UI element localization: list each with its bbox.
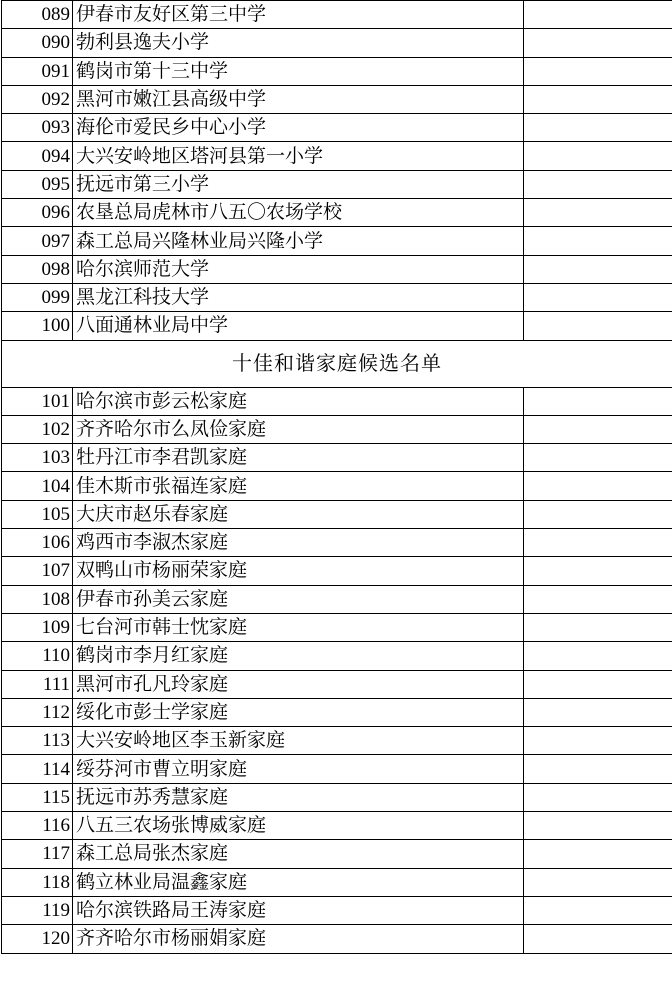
table-row <box>2 199 672 227</box>
row-empty-cell <box>524 727 672 755</box>
row-empty-cell <box>524 585 672 613</box>
row-empty-cell <box>524 698 672 726</box>
table-row <box>2 114 672 142</box>
row-empty-cell <box>524 670 672 698</box>
row-empty-cell <box>524 755 672 783</box>
row-name: 抚远市苏秀慧家庭 <box>73 783 524 811</box>
table-row <box>2 783 672 811</box>
row-name: 鹤岗市第十三中学 <box>73 57 524 85</box>
row-empty-cell <box>524 868 672 896</box>
row-empty-cell <box>524 415 672 443</box>
table-row <box>2 812 672 840</box>
table-row <box>2 283 672 311</box>
table-row <box>2 642 672 670</box>
row-name: 七台河市韩士忱家庭 <box>73 613 524 641</box>
row-name: 哈尔滨铁路局王涛家庭 <box>73 896 524 924</box>
table-row <box>2 840 672 868</box>
table-row <box>2 29 672 57</box>
table-row <box>2 585 672 613</box>
row-number: 094 <box>2 142 73 170</box>
row-name: 森工总局张杰家庭 <box>73 840 524 868</box>
row-number: 095 <box>2 170 73 198</box>
row-name: 大兴安岭地区李玉新家庭 <box>73 727 524 755</box>
row-name: 鸡西市李淑杰家庭 <box>73 529 524 557</box>
row-name: 哈尔滨市彭云松家庭 <box>73 387 524 415</box>
table-row <box>2 227 672 255</box>
section-heading-row <box>2 340 672 387</box>
row-empty-cell <box>524 255 672 283</box>
row-name: 齐齐哈尔市杨丽娟家庭 <box>73 925 524 953</box>
row-name: 八五三农场张博威家庭 <box>73 812 524 840</box>
row-name: 森工总局兴隆林业局兴隆小学 <box>73 227 524 255</box>
table-row <box>2 868 672 896</box>
row-empty-cell <box>524 57 672 85</box>
row-empty-cell <box>524 613 672 641</box>
row-number: 111 <box>2 670 73 698</box>
row-name: 黑龙江科技大学 <box>73 283 524 311</box>
row-name: 伊春市友好区第三中学 <box>73 1 524 29</box>
row-empty-cell <box>524 387 672 415</box>
table-row <box>2 472 672 500</box>
row-number: 120 <box>2 925 73 953</box>
row-number: 099 <box>2 283 73 311</box>
row-name: 牡丹江市李君凯家庭 <box>73 444 524 472</box>
row-number: 091 <box>2 57 73 85</box>
row-number: 090 <box>2 29 73 57</box>
row-empty-cell <box>524 1 672 29</box>
row-empty-cell <box>524 840 672 868</box>
row-number: 102 <box>2 415 73 443</box>
row-number: 104 <box>2 472 73 500</box>
row-name: 黑河市嫩江县高级中学 <box>73 85 524 113</box>
row-name: 八面通林业局中学 <box>73 312 524 340</box>
row-name: 伊春市孙美云家庭 <box>73 585 524 613</box>
row-number: 093 <box>2 114 73 142</box>
section-heading: 十佳和谐家庭候选名单 <box>2 340 672 387</box>
row-empty-cell <box>524 170 672 198</box>
row-number: 100 <box>2 312 73 340</box>
table-row <box>2 255 672 283</box>
row-name: 黑河市孔凡玲家庭 <box>73 670 524 698</box>
table-row <box>2 85 672 113</box>
row-empty-cell <box>524 199 672 227</box>
table-row <box>2 312 672 340</box>
row-name: 绥化市彭士学家庭 <box>73 698 524 726</box>
row-empty-cell <box>524 557 672 585</box>
row-empty-cell <box>524 472 672 500</box>
row-number: 106 <box>2 529 73 557</box>
row-empty-cell <box>524 529 672 557</box>
row-number: 097 <box>2 227 73 255</box>
row-number: 101 <box>2 387 73 415</box>
row-empty-cell <box>524 227 672 255</box>
row-empty-cell <box>524 896 672 924</box>
row-name: 勃利县逸夫小学 <box>73 29 524 57</box>
row-number: 103 <box>2 444 73 472</box>
row-name: 哈尔滨师范大学 <box>73 255 524 283</box>
row-number: 117 <box>2 840 73 868</box>
row-empty-cell <box>524 812 672 840</box>
table-row <box>2 444 672 472</box>
table-row <box>2 57 672 85</box>
table-row <box>2 727 672 755</box>
candidate-table-body <box>2 1 672 954</box>
row-name: 农垦总局虎林市八五〇农场学校 <box>73 199 524 227</box>
row-number: 105 <box>2 500 73 528</box>
row-name: 鹤岗市李月红家庭 <box>73 642 524 670</box>
row-number: 098 <box>2 255 73 283</box>
row-empty-cell <box>524 29 672 57</box>
row-empty-cell <box>524 142 672 170</box>
row-number: 115 <box>2 783 73 811</box>
row-name: 大兴安岭地区塔河县第一小学 <box>73 142 524 170</box>
table-row <box>2 170 672 198</box>
row-number: 096 <box>2 199 73 227</box>
table-row <box>2 925 672 953</box>
row-number: 112 <box>2 698 73 726</box>
row-number: 110 <box>2 642 73 670</box>
row-empty-cell <box>524 500 672 528</box>
table-row <box>2 755 672 783</box>
row-name: 齐齐哈尔市么凤俭家庭 <box>73 415 524 443</box>
row-number: 089 <box>2 1 73 29</box>
row-name: 鹤立林业局温鑫家庭 <box>73 868 524 896</box>
row-empty-cell <box>524 925 672 953</box>
row-number: 109 <box>2 613 73 641</box>
table-row <box>2 557 672 585</box>
row-name: 大庆市赵乐春家庭 <box>73 500 524 528</box>
row-name: 双鸭山市杨丽荣家庭 <box>73 557 524 585</box>
table-row <box>2 500 672 528</box>
row-name: 绥芬河市曹立明家庭 <box>73 755 524 783</box>
table-row <box>2 142 672 170</box>
table-row <box>2 415 672 443</box>
row-name: 佳木斯市张福连家庭 <box>73 472 524 500</box>
row-number: 118 <box>2 868 73 896</box>
row-number: 114 <box>2 755 73 783</box>
table-row <box>2 387 672 415</box>
row-empty-cell <box>524 114 672 142</box>
row-empty-cell <box>524 642 672 670</box>
table-row <box>2 529 672 557</box>
row-number: 119 <box>2 896 73 924</box>
row-number: 107 <box>2 557 73 585</box>
row-empty-cell <box>524 312 672 340</box>
table-row <box>2 896 672 924</box>
row-empty-cell <box>524 85 672 113</box>
row-name: 抚远市第三小学 <box>73 170 524 198</box>
row-empty-cell <box>524 783 672 811</box>
table-row <box>2 613 672 641</box>
table-row <box>2 1 672 29</box>
table-row <box>2 698 672 726</box>
candidate-table <box>1 0 672 954</box>
row-empty-cell <box>524 444 672 472</box>
row-number: 113 <box>2 727 73 755</box>
table-row <box>2 670 672 698</box>
row-name: 海伦市爱民乡中心小学 <box>73 114 524 142</box>
row-number: 116 <box>2 812 73 840</box>
row-empty-cell <box>524 283 672 311</box>
row-number: 108 <box>2 585 73 613</box>
row-number: 092 <box>2 85 73 113</box>
